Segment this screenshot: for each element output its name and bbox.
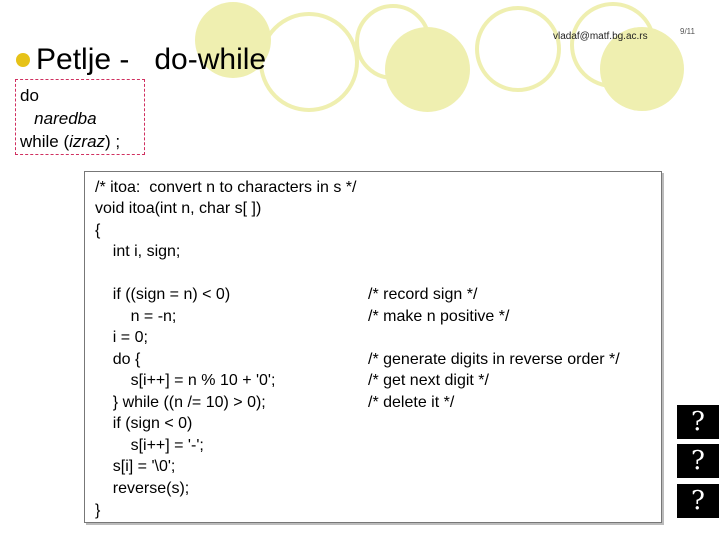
code-line: s[i++] = '-'; — [95, 437, 204, 454]
code-line: } — [95, 502, 101, 519]
syntax-expr: izraz — [69, 132, 106, 151]
syntax-line: naredba — [20, 109, 97, 128]
code-line: n = -n; — [95, 308, 177, 325]
code-box — [84, 171, 662, 523]
code-line: void itoa(int n, char s[ ]) — [95, 200, 262, 217]
help-button[interactable]: ? — [677, 405, 719, 439]
title-row — [16, 40, 266, 80]
code-comment: /* delete it */ — [368, 394, 455, 411]
code-line: if ((sign = n) < 0) — [95, 286, 231, 303]
code-line: s[i++] = n % 10 + '0'; — [95, 372, 276, 389]
slide-title: Petlje - do-while — [36, 43, 267, 76]
bullet-icon — [16, 53, 30, 67]
author-email: vladaf@matf.bg.ac.rs — [553, 31, 648, 42]
code-line: do { — [95, 351, 141, 368]
page-number: 9/11 — [680, 27, 695, 36]
syntax-line: while (izraz) ; — [20, 132, 121, 151]
code-line: } while ((n /= 10) > 0); — [95, 394, 266, 411]
code-line: int i, sign; — [95, 243, 181, 260]
decor-ring — [475, 6, 561, 92]
syntax-line: do — [20, 86, 39, 105]
code-line: /* itoa: convert n to characters in s */ — [95, 179, 357, 196]
code-comment: /* record sign */ — [368, 286, 478, 303]
code-line: reverse(s); — [95, 480, 190, 497]
code-comment: /* generate digits in reverse order */ — [368, 351, 620, 368]
code-line: { — [95, 222, 101, 239]
code-comment: /* get next digit */ — [368, 372, 489, 389]
help-button[interactable]: ? — [677, 484, 719, 518]
code-line: s[i] = '\0'; — [95, 458, 176, 475]
code-line: i = 0; — [95, 329, 148, 346]
syntax-box — [15, 79, 145, 155]
decor-circle — [385, 27, 470, 112]
code-comment: /* make n positive */ — [368, 308, 510, 325]
decor-ring — [259, 12, 359, 112]
code-line: if (sign < 0) — [95, 415, 193, 432]
help-button[interactable]: ? — [677, 444, 719, 478]
